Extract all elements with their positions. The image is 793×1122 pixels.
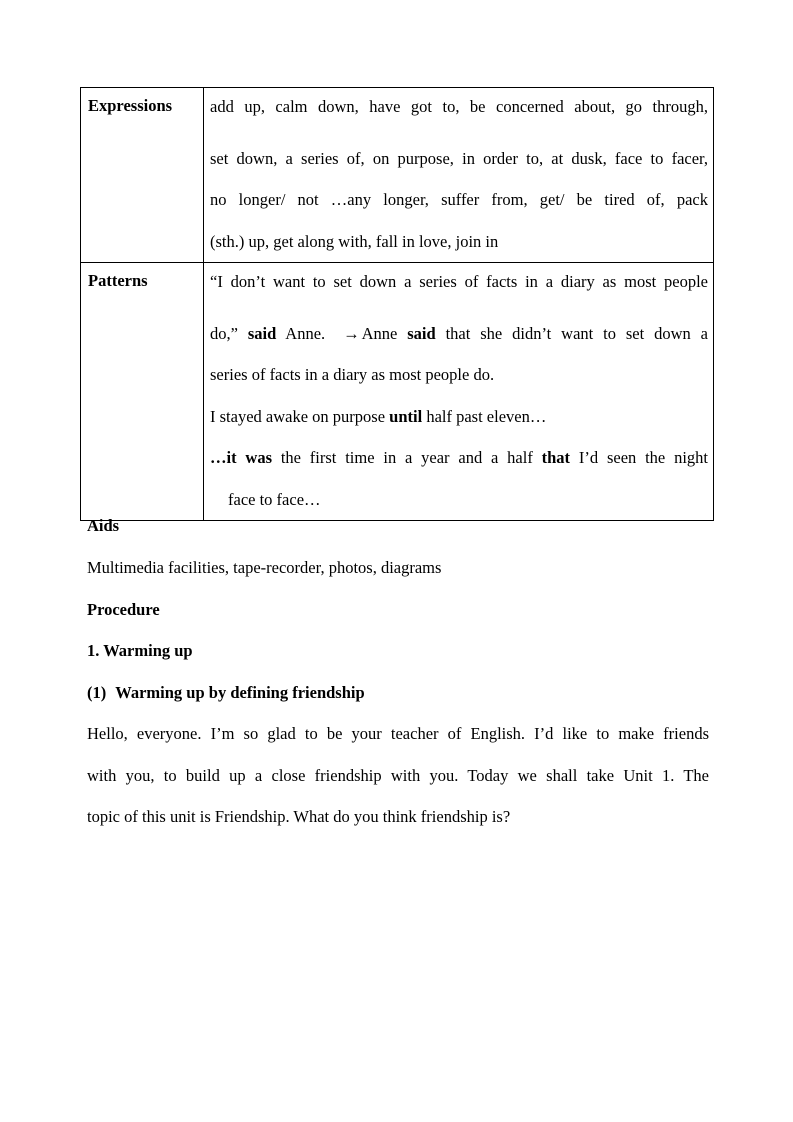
row-label-patterns: Patterns	[81, 263, 204, 521]
pattern-keyword: until	[389, 406, 423, 426]
subsection-title: Warming up by defining friendship	[115, 683, 365, 702]
pattern-line	[210, 396, 708, 438]
expressions-patterns-table	[80, 87, 714, 521]
pattern-text: do,”	[210, 323, 248, 343]
pattern-text: Anne.	[276, 323, 326, 343]
pattern-keyword: …it was	[210, 448, 272, 467]
aids-heading: Aids	[87, 516, 120, 535]
pattern-text: the first time in a year and a half	[272, 448, 542, 467]
pattern-text: that she didn’t want to set down a	[435, 323, 708, 343]
pattern-line	[210, 437, 708, 479]
pattern-line	[210, 313, 708, 355]
table-row-patterns	[81, 263, 714, 521]
pattern-line: series of facts in a diary as most people do.	[210, 365, 495, 384]
expressions-line: add up, calm down, have got to, be concerned about, go through,	[210, 97, 708, 116]
pattern-line: face to face…	[228, 489, 321, 509]
intro-paragraph	[87, 713, 709, 838]
pattern-text: half past eleven…	[422, 406, 547, 426]
aids-text: Multimedia facilities, tape-recorder, photos, diagrams	[87, 558, 442, 577]
paragraph-line: with you, to build up a close friendship with you. Today we shall take Unit 1. The	[87, 765, 709, 785]
expressions-line: no longer/ not …any longer, suffer from, get/ be tired of, pack	[210, 190, 708, 209]
paragraph-line: topic of this unit is Friendship. What do you think friendship is?	[87, 807, 511, 826]
expressions-line: (sth.) up, get along with, fall in love, join in	[210, 231, 499, 251]
table-row-expressions	[81, 88, 714, 263]
subsection-heading	[87, 682, 709, 704]
procedure-heading: Procedure	[87, 600, 160, 619]
pattern-keyword: said	[247, 323, 277, 343]
pattern-line: “I don’t want to set down a series of facts in a diary as most people	[210, 272, 708, 291]
arrow-icon: →	[343, 323, 360, 343]
row-label-expressions: Expressions	[81, 88, 204, 263]
subsection-number: (1)	[87, 683, 107, 702]
pattern-text: I’d seen the night	[570, 448, 708, 467]
expressions-line: set down, a series of, on purpose, in order to, at dusk, face to facer,	[210, 148, 708, 168]
pattern-keyword: that	[541, 448, 571, 467]
patterns-cell	[204, 263, 714, 521]
paragraph-line: Hello, everyone. I’m so glad to be your teacher of English. I’d like to make friends	[87, 724, 709, 743]
pattern-text: Anne	[361, 323, 408, 343]
pattern-keyword: said	[407, 323, 436, 343]
expressions-cell	[204, 88, 714, 263]
pattern-text: I stayed awake on purpose	[210, 406, 390, 426]
section-heading-warming-up: 1. Warming up	[87, 641, 193, 660]
